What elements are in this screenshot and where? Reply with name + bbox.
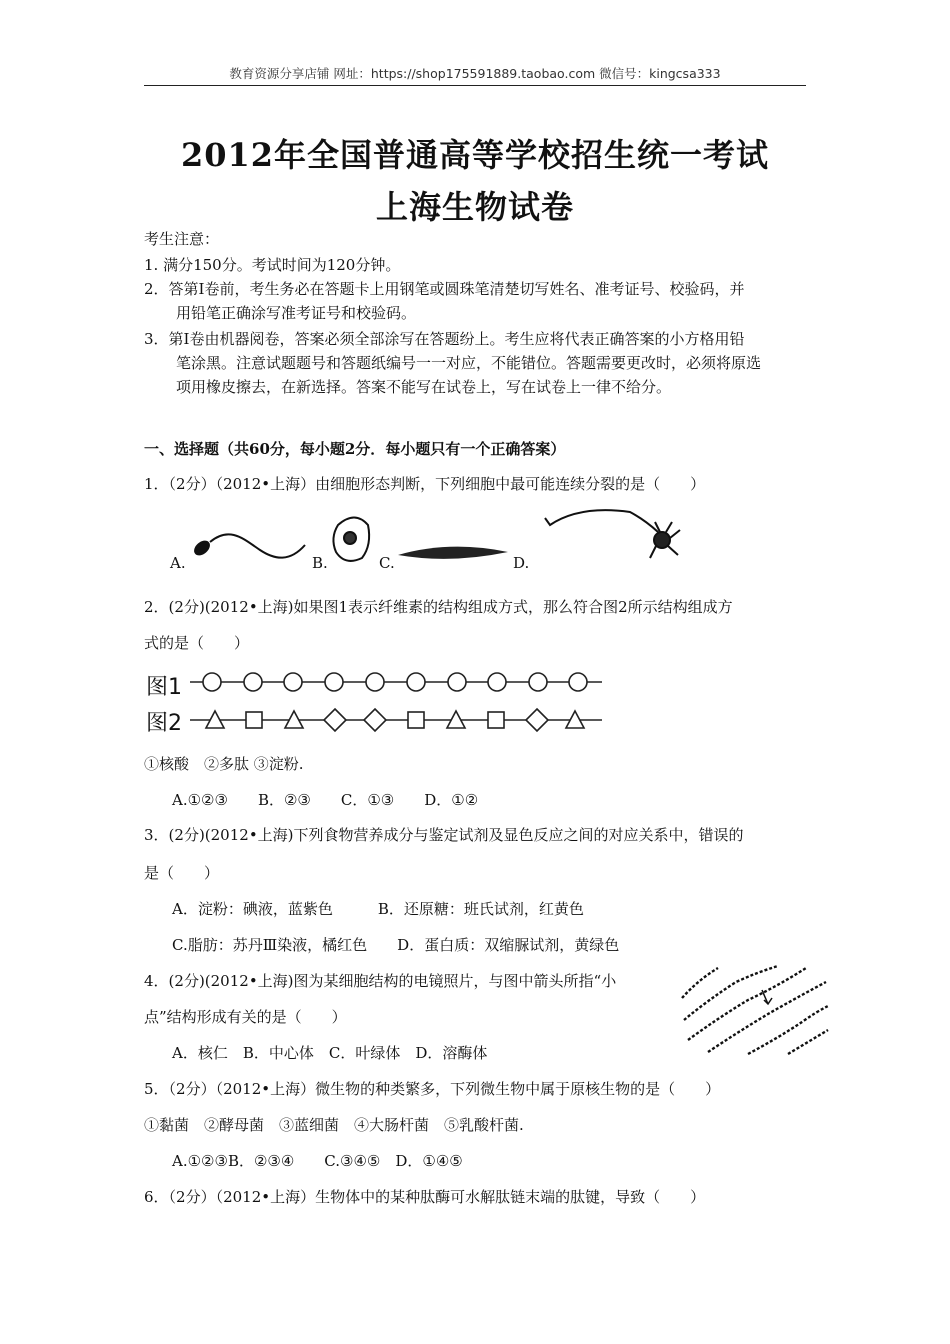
- figure-1-chain: [190, 673, 602, 691]
- figure-2-chain: [190, 709, 602, 731]
- page-header: 教育资源分享店铺 网址：https://shop175591889.taobao.com 微信号：kingcsa333: [229, 66, 721, 81]
- electron-micrograph-image: [678, 960, 830, 1056]
- question-2-stem: 式的是（ ）: [144, 634, 250, 652]
- header-divider: [144, 85, 806, 86]
- notice-item: 1. 满分150分。考试时间为120分钟。: [144, 256, 401, 274]
- option-label: C.: [379, 554, 395, 572]
- neuron-cell-icon: [545, 510, 680, 558]
- muscle-cell-icon: [398, 547, 508, 559]
- sperm-cell-icon: [193, 534, 305, 557]
- question-2-options: A.①②③ B．②③ C．①③ D．①②: [172, 791, 479, 809]
- question-3-stem: 是（ ）: [144, 864, 220, 882]
- structure-figures: [190, 666, 610, 736]
- question-5-stem: 5．（2分）（2012•上海）微生物的种类繁多，下列微生物中属于原核生物的是（ ）: [144, 1080, 721, 1098]
- question-5-options: A.①②③B．②③④ C.③④⑤ D．①④⑤: [172, 1152, 463, 1170]
- figure-2-label: 图2: [146, 711, 182, 736]
- notice-item: 3．第Ⅰ卷由机器阅卷，答案必须全部涂写在答题纷上。考生应将代表正确答案的小方格用铅: [144, 330, 745, 348]
- notice-item: 笔涂黑。注意试题题号和答题纸编号一一对应，不能错位。答题需要更改时，必须将原选: [176, 354, 762, 372]
- question-2-stem: 2．(2分)(2012•上海)如果图1表示纤维素的结构组成方式，那么符合图2所示结构组成方: [144, 598, 733, 616]
- cell-diagrams: [140, 500, 700, 580]
- question-3-options: A．淀粉：碘液，蓝紫色 B．还原糖：班氏试剂，红黄色: [172, 900, 584, 918]
- question-4-stem: 点”结构形成有关的是（ ）: [144, 1008, 347, 1026]
- notice-heading: 考生注意：: [144, 230, 220, 248]
- round-cell-icon: [333, 518, 369, 561]
- option-label: A.: [170, 554, 186, 572]
- exam-title: 2012年全国普通高等学校招生统一考试: [180, 136, 770, 174]
- section-title: 一、选择题（共60分，每小题2分．每小题只有一个正确答案）: [144, 440, 566, 458]
- exam-subtitle: 上海生物试卷: [375, 188, 574, 226]
- option-label: D.: [513, 554, 530, 572]
- question-4-stem: 4．(2分)(2012•上海)图为某细胞结构的电镜照片，与图中箭头所指“小: [144, 972, 617, 990]
- question-6-stem: 6．（2分）（2012•上海）生物体中的某种肽酶可水解肽链末端的肽键，导致（ ）: [144, 1188, 706, 1206]
- question-1-stem: 1．（2分）（2012•上海）由细胞形态判断，下列细胞中最可能连续分裂的是（ ）: [144, 475, 706, 493]
- question-4-options: A．核仁 B．中心体 C．叶绿体 D．溶酶体: [172, 1044, 488, 1062]
- question-3-stem: 3．(2分)(2012•上海)下列食物营养成分与鉴定试剂及显色反应之间的对应关系中，错误的: [144, 826, 744, 844]
- notice-item: 用铅笔正确涂写准考证号和校验码。: [176, 304, 417, 322]
- option-label: B.: [312, 554, 328, 572]
- figure-1-label: 图1: [146, 675, 182, 700]
- question-3-options: C.脂肪：苏丹Ⅲ染液，橘红色 D．蛋白质：双缩脲试剂，黄绿色: [172, 936, 620, 954]
- notice-item: 2．答第Ⅰ卷前，考生务必在答题卡上用钢笔或圆珠笔清楚切写姓名、准考证号、校验码，并: [144, 280, 745, 298]
- question-2-items: ①核酸 ②多肽 ③淀粉.: [144, 755, 304, 773]
- notice-item: 项用橡皮擦去，在新选择。答案不能写在试卷上，写在试卷上一律不给分。: [176, 378, 672, 396]
- question-5-items: ①黏菌 ②酵母菌 ③蓝细菌 ④大肠杆菌 ⑤乳酸杆菌.: [144, 1116, 524, 1134]
